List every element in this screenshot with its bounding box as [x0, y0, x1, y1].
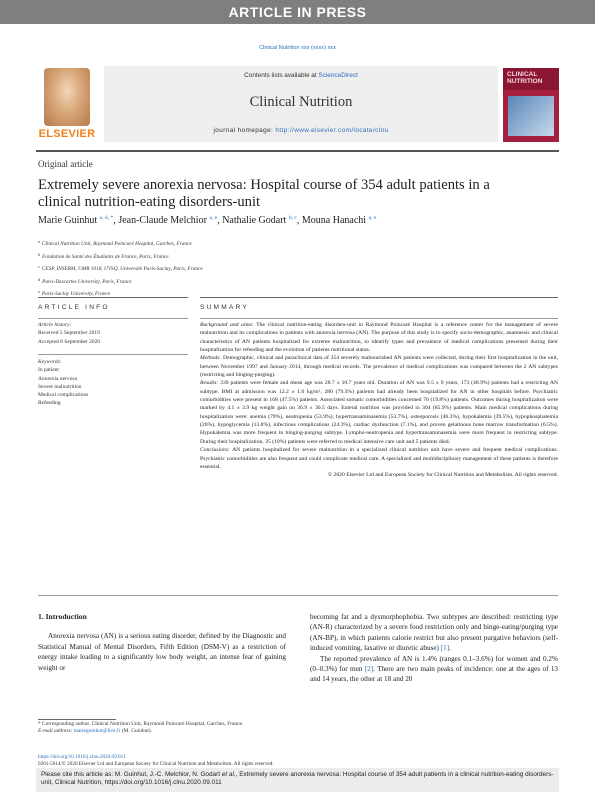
section-heading: 1. Introduction [38, 612, 87, 621]
doi-link[interactable]: https://doi.org/10.1016/j.clnu.2020.09.011 [38, 754, 126, 760]
cite-rest[interactable]: , Extremely severe anorexia nervosa: Hospital course of 354 adult patients in a clinical nutrition-eating disorders-unit, Clinical Nutrition, https://doi.org/10.1016/j.clnu.2020.09.011 [41, 771, 554, 787]
article-in-press-banner: ARTICLE IN PRESS [0, 0, 595, 24]
sciencedirect-link[interactable]: ScienceDirect [318, 72, 358, 79]
author-affil-marker[interactable]: b, c [288, 215, 297, 221]
article-info-rule [38, 297, 188, 298]
keyword: Severe malnutrition [38, 383, 82, 390]
affiliation-marker: e [38, 289, 40, 295]
keyword: Medical complications [38, 392, 89, 399]
keywords-block [38, 358, 188, 408]
summary-heading: SUMMARY [200, 304, 249, 311]
journal-info-box [104, 66, 498, 142]
body-column-right [310, 612, 558, 685]
abstract-methods [200, 354, 558, 379]
summary-top-rule [200, 297, 558, 298]
contents-line [104, 72, 498, 79]
abstract-conclusions [200, 446, 558, 471]
abstract-label: Background and aims: [200, 322, 254, 328]
journal-masthead [36, 66, 559, 146]
received-date: Received 5 September 2019 [38, 330, 100, 337]
body-text: . There are two main peaks of incidence: one at the ages of 13 and 14 years, the other at 18 and 20 [310, 665, 559, 684]
cover-title: CLINICAL NUTRITION [507, 71, 543, 85]
email-note [38, 728, 286, 735]
abstract-text: Demographic, clinical and paraclinical data of 354 severely malnourished AN patients were collected, during their first hospitalization in the unit, between November 1997 and January 2014, through medical records. The prevalence of medical complications was compared between the 2 AN subtypes (restricting and binging-purging). [200, 355, 558, 379]
abstract-results [200, 379, 558, 446]
affiliation [38, 250, 438, 263]
article-history [38, 321, 188, 346]
affiliation-text: Paris-Saclay University, France [41, 291, 111, 298]
keyword: Anorexia nervosa [38, 375, 77, 382]
article-info-divider [38, 318, 188, 319]
footnote-rule [38, 719, 116, 720]
elsevier-logo[interactable] [36, 68, 98, 142]
keyword: In patient [38, 367, 59, 374]
journal-homepage [104, 127, 498, 134]
affiliation-text: Paris-Descartes University, Paris, France [42, 278, 132, 285]
journal-reference[interactable]: Clinical Nutrition xxx (xxxx) xxx [259, 45, 336, 51]
cover-image [508, 96, 554, 136]
affiliations [38, 237, 438, 300]
author-affil-marker[interactable]: a, e [209, 215, 218, 221]
abstract-text: The clinical nutrition-eating disorders-unit in Raymond Poincaré Hospital is a reference center for the management of severe malnutrition and its complications in patients with anorexia nervosa (AN). The purpose of this study is to specify socio-demographic, anamnesic and clinical characteristics of AN patients hospitalized for extreme malnutrition, to identify types and prevalence of medical complications presented during their hospitalization for refeeding and the evolution of patients nutritional status. [200, 322, 558, 354]
affiliation-marker: c [38, 264, 40, 270]
article-info-heading: ARTICLE INFO [38, 304, 110, 311]
affiliation [38, 275, 438, 288]
body-text: . [449, 644, 451, 653]
citation-link[interactable]: [2] [364, 665, 374, 674]
doi-block [38, 754, 438, 768]
affiliation [38, 262, 438, 275]
body-text: becoming fat and a dysmorphophobia. Two subtypes are described: restricting type (AN-R) characterized by a severe food restriction only and binge-eating/purging type (AN-BP), in which patients calorie restrict but also present purgative behaviors (self-induced vomiting, laxative or diuretic abuse) [310, 613, 558, 653]
body-paragraph: Anorexia nervosa (AN) is a serious eating disorder, defined by the Diagnostic and Statistical Manual of Mental Disorders, Fifth Edition (DSM-V) as a restriction of energy intake leading to a significantly low body weight, an intense fear of gaining weight or [38, 632, 286, 672]
author-list: Marie Guinhut $^{a, d, *}$, Jean-Claude Melchior $^{a, e}$, Nathalie Godart $^{b, c}$, Mouna Hanachi $^{a, e}$ [38, 215, 377, 226]
author-name[interactable]: Marie Guinhut [38, 215, 98, 226]
affiliation [38, 237, 438, 250]
journal-title: Clinical Nutrition [249, 94, 353, 110]
homepage-link[interactable]: http://www.elsevier.com/locate/clnu [275, 127, 389, 134]
body-paragraph [310, 654, 558, 685]
summary-divider [200, 318, 558, 319]
body-text: The reported prevalence of AN is 1.4% (ranges 0.1–3.6%) for women and 0.2% (0–0.3%) for men [310, 654, 558, 674]
affiliation-marker: a [38, 239, 40, 244]
author-affil-marker[interactable]: a, e [368, 215, 377, 221]
author-name[interactable]: Mouna Hanachi [301, 215, 367, 226]
email-label: E-mail address: [38, 728, 73, 735]
affiliation-text: CESP, INSERM, UMR 1018, UVSQ, Université Paris-Saclay, Paris, France [41, 266, 203, 273]
article-title: Extremely severe anorexia nervosa: Hospital course of 354 adult patients in a clinical nutrition-eating disorders-unit [38, 177, 490, 210]
author-name[interactable]: Jean-Claude Melchior [118, 215, 207, 226]
journal-cover-thumbnail[interactable] [503, 68, 559, 142]
abstract-label: Conclusions: [200, 447, 230, 454]
keyword: Refeeding [38, 400, 61, 407]
citation-link[interactable]: [1] [440, 644, 450, 653]
author-affil-marker[interactable]: a, d, * [99, 215, 114, 221]
abstract-text: 339 patients were female and mean age was 28.7 ± 10.7 years old. Duration of AN was 9.5 ± 9 years, 173 (48.9%) patients had a restricting AN subtype. BMI at admission was 12.2 ± 1.6 kg/m², 280 (79.3%) patients had already been hospitalized for AN in other hospitals before. Psychiatric comorbidities were present in 168 (47.5%) patients. Associated somatic comorbidities concerned 70 (19.8%) patients. Outcomes during hospitalization were marked by 4.1 ± 3.9 kg weight gain on 36.9 ± 30.5 days. Enteral nutrition was provided in 304 (85.9%) patients. Main medical complications during hospitalization were: anemia (79%), neutropenia (53.9%), hypertransaminasemia (53.7%), osteoporosis (46.3%), hypokalemia (39.5%), hypophosphatemia (26%), hypoglycemia (13.8%), infectious complications (24.3%), cardiac dysfunction (7.1%), and proven gelatinous bone marrow transformation (6.5%). Hypokalemia was more frequent in binging-purging subtype. Lympho-neutropenia and hypertransaminasemia were more frequent in restricting subtype. During their hospitalization, 35 (10%) patients were referred to medical intensive care unit and 5 patients died. [200, 380, 558, 445]
email-link[interactable]: marieguinhut@live.fr [73, 728, 121, 735]
history-label: Article history: [38, 322, 72, 328]
body-paragraph [310, 612, 558, 654]
cite-prefix: Please cite this article as: M. Guinhut, J.-C. Melchior, N. Godart [41, 771, 222, 778]
abstract [200, 321, 558, 480]
author-name[interactable]: Nathalie Godart [222, 215, 287, 226]
affiliation-marker: b [38, 251, 41, 257]
affiliation [38, 287, 438, 300]
issn-line: 0261-5614/© 2020 Elsevier Ltd and European Society for Clinical Nutrition and Metabolism. All rights reserved. [38, 761, 274, 768]
body-column-left [38, 612, 286, 673]
homepage-label: journal homepage: [213, 127, 276, 134]
article-type: Original article [38, 159, 93, 169]
affiliation-text: Fondation de Santé des Étudiants de France, Paris, France [42, 253, 169, 260]
email-suffix: (M. Guinhut). [120, 728, 152, 735]
contents-prefix: Contents lists available at [244, 72, 319, 79]
citation-box [36, 768, 559, 792]
cite-etal: et al. [221, 771, 236, 778]
copyright-line: © 2020 Elsevier Ltd and European Society for Clinical Nutrition and Metabolism. All rights reserved. [327, 472, 558, 479]
article-info-divider [38, 354, 188, 355]
footnotes [38, 721, 286, 735]
abstract-label: Methods: [200, 355, 222, 362]
affiliation-text: Clinical Nutrition Unit, Raymond Poincaré Hospital, Garches, France [41, 241, 192, 247]
abstract-end-rule [38, 595, 558, 596]
keywords-label: Keywords: [38, 359, 62, 365]
abstract-text: AN patients hospitalized for severe malnutrition in a specialized clinical nutrition unit have severe and frequent medical complications. Psychiatric comorbidities are also frequent and could complicate medical care. A specialized and multidisciplinary management of these patients is therefore essential. [200, 447, 558, 470]
corresponding-author-note: * Corresponding author. Clinical Nutrition Unit, Raymond Poincaré Hospital, Garches, France. [38, 721, 244, 727]
abstract-background [200, 321, 558, 354]
abstract-label: Results: [200, 380, 219, 387]
elsevier-wordmark: ELSEVIER [38, 128, 96, 140]
elsevier-tree-icon [44, 68, 90, 126]
header-rule [36, 150, 559, 152]
accepted-date: Accepted 8 September 2020 [38, 338, 101, 345]
affiliation-marker: d [38, 276, 41, 282]
